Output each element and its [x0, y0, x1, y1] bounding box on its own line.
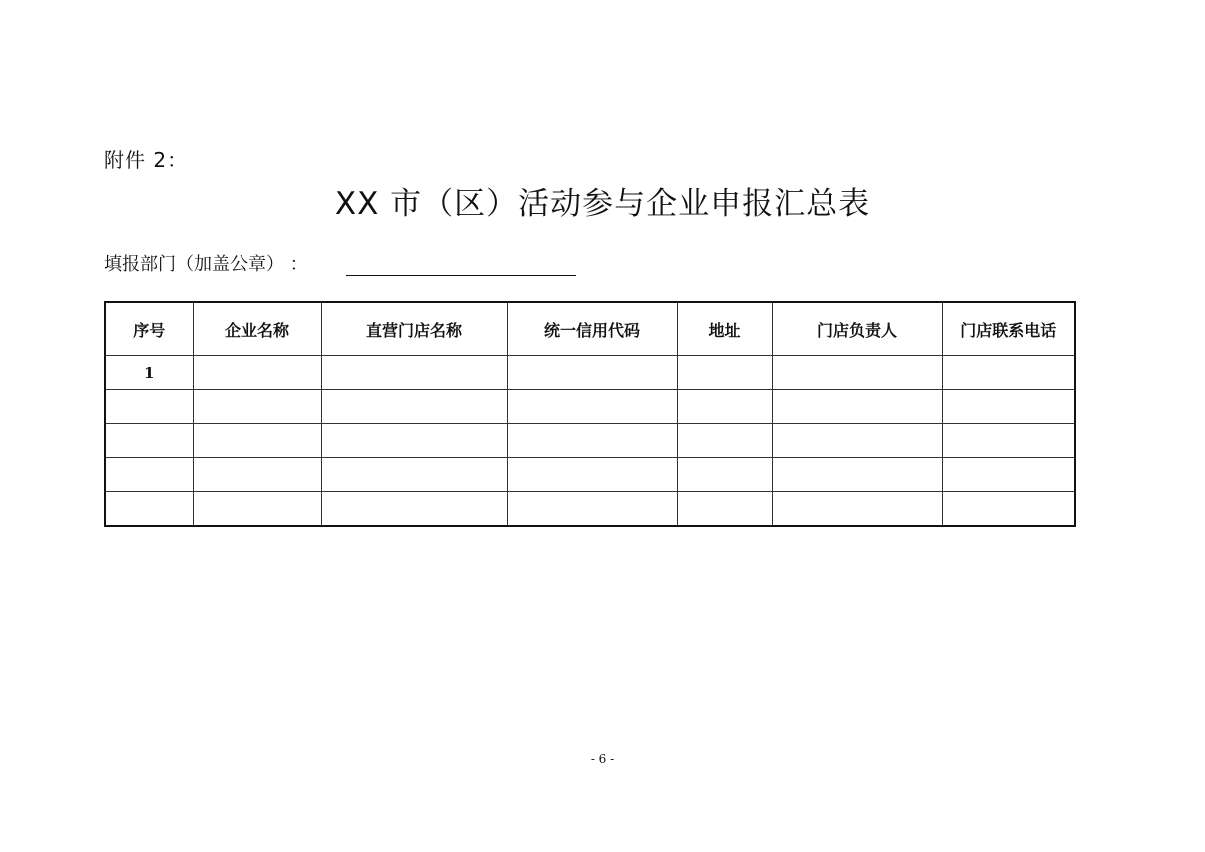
- table-row: [105, 492, 1075, 527]
- header-store-phone: 门店联系电话: [942, 302, 1075, 356]
- table-cell: [193, 424, 321, 458]
- header-serial-number: 序号: [105, 302, 193, 356]
- fill-department-blank[interactable]: [346, 255, 576, 276]
- table-cell: [507, 356, 677, 390]
- table-cell: [105, 458, 193, 492]
- table-cell: [105, 492, 193, 527]
- header-credit-code: 统一信用代码: [507, 302, 677, 356]
- header-store-manager: 门店负责人: [772, 302, 942, 356]
- summary-table: [104, 301, 1076, 527]
- table-row: [105, 390, 1075, 424]
- table-cell: [677, 390, 772, 424]
- header-store-name: 直营门店名称: [321, 302, 507, 356]
- table-cell: [772, 390, 942, 424]
- document-title: XX 市（区）活动参与企业申报汇总表: [334, 186, 871, 222]
- table-header-row: [105, 302, 1075, 356]
- table-cell: [677, 356, 772, 390]
- table-cell: [193, 492, 321, 527]
- table-cell: [677, 424, 772, 458]
- table-cell: [772, 492, 942, 527]
- table-cell: [321, 492, 507, 527]
- table-cell: [507, 424, 677, 458]
- table-cell: [321, 424, 507, 458]
- table-cell: [105, 424, 193, 458]
- table-cell: [193, 390, 321, 424]
- table-cell: [321, 390, 507, 424]
- table-cell: [507, 390, 677, 424]
- table-cell: [105, 390, 193, 424]
- table-cell: [942, 390, 1075, 424]
- table-cell: [677, 492, 772, 527]
- table-cell: [321, 458, 507, 492]
- fill-department-label: 填报部门（加盖公章） ：: [104, 254, 308, 275]
- attachment-label: 附件 2：: [104, 148, 189, 172]
- table-cell: [193, 356, 321, 390]
- table-cell: [942, 492, 1075, 527]
- header-address: 地址: [677, 302, 772, 356]
- table-cell: [772, 356, 942, 390]
- page-number: - 6 -: [590, 752, 615, 766]
- table-cell: [942, 356, 1075, 390]
- table-cell: [193, 458, 321, 492]
- table-cell: [942, 424, 1075, 458]
- table-cell: [772, 424, 942, 458]
- table-cell: [321, 356, 507, 390]
- table-cell: [677, 458, 772, 492]
- table-cell: [772, 458, 942, 492]
- table-cell: 1: [105, 356, 193, 390]
- table-cell: [942, 458, 1075, 492]
- table-cell: [507, 458, 677, 492]
- table-cell: [507, 492, 677, 527]
- table-row: [105, 356, 1075, 390]
- fill-department-row: [104, 250, 576, 276]
- header-company-name: 企业名称: [193, 302, 321, 356]
- table-row: [105, 424, 1075, 458]
- table-row: [105, 458, 1075, 492]
